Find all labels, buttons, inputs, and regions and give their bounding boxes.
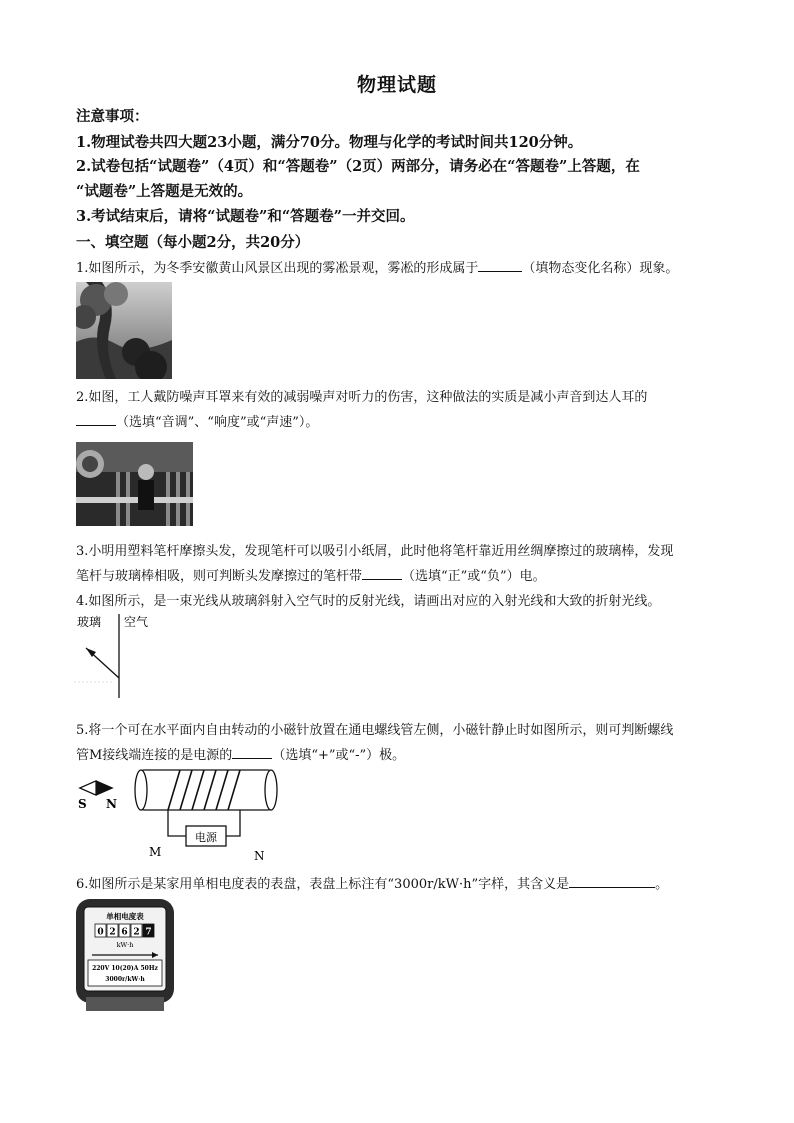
question-3-line2 <box>76 565 546 584</box>
question-2-suffix: （选填“音调”、“响度”或“声速”）。 <box>116 415 319 430</box>
svg-text:6: 6 <box>121 927 128 938</box>
question-5-line2 <box>76 744 405 763</box>
section-heading: 一、填空题（每小题2分，共20分） <box>76 234 310 251</box>
solenoid-figure <box>76 766 286 866</box>
question-5-text: 管M接线端连接的是电源的 <box>76 748 233 763</box>
meter-spec-1: 220V 10(20)A 50Hz <box>92 965 158 972</box>
answer-blank[interactable] <box>362 567 402 580</box>
terminal-m-label: M <box>149 845 162 859</box>
meter-digits <box>95 924 154 938</box>
rime-photo <box>76 282 172 379</box>
question-2-line2 <box>76 411 318 430</box>
notice-item-3: 3.考试结束后，请将“试题卷”和“答题卷”一并交回。 <box>76 208 415 225</box>
answer-blank[interactable] <box>232 746 272 759</box>
question-1-suffix: （填物态变化名称）现象。 <box>522 261 679 276</box>
meter-title: 单相电度表 <box>106 912 144 921</box>
factory-photo <box>76 442 193 526</box>
meter-spec-2: 3000r/kW·h <box>105 976 145 983</box>
question-3-line1: 3.小明用塑料笔杆摩擦头发，发现笔杆可以吸引小纸屑，此时他将笔杆靠近用丝绸摩擦过的玻璃棒，发现 <box>76 544 674 559</box>
needle-n-label: N <box>106 797 117 811</box>
wire-n <box>226 810 240 836</box>
refraction-figure <box>74 612 164 698</box>
answer-blank[interactable] <box>76 413 116 426</box>
air-label: 空气 <box>124 615 149 629</box>
notice-item-1: 1.物理试卷共四大题23小题，满分70分。物理与化学的考试时间共120分钟。 <box>76 134 583 151</box>
question-1 <box>76 257 678 276</box>
svg-text:2: 2 <box>133 927 140 938</box>
page-title: 物理试题 <box>356 74 437 96</box>
question-6-text: 6.如图所示是某家用单相电度表的表盘，表盘上标注有“3000r/kW·h”字样，其含义是 <box>76 877 570 892</box>
question-2-line1: 2.如图，工人戴防噪声耳罩来有效的减弱噪声对听力的伤害，这种做法的实质是减小声音到达人耳的 <box>76 390 648 405</box>
question-6 <box>76 873 668 892</box>
answer-blank[interactable] <box>478 259 522 272</box>
notice-item-2: 2.试卷包括“试题卷”（4页）和“答题卷”（2页）两部分，请务必在“答题卷”上答题，在 <box>76 158 640 175</box>
svg-text:2: 2 <box>109 927 116 938</box>
electricity-meter-figure <box>74 897 176 1013</box>
terminal-n-label: N <box>254 849 265 863</box>
meter-unit: kW·h <box>116 941 134 949</box>
question-1-text: 1.如图所示，为冬季安徽黄山风景区出现的雾凇景观，雾凇的形成属于 <box>76 261 479 276</box>
power-label: 电源 <box>195 831 217 844</box>
question-6-suffix: 。 <box>655 877 669 892</box>
question-3-suffix: （选填“正”或“负”）电。 <box>402 569 546 584</box>
notice-item-2-cont: “试题卷”上答题是无效的。 <box>76 183 253 200</box>
svg-text:7: 7 <box>145 927 152 938</box>
needle-s-label: S <box>78 797 87 811</box>
notice-heading: 注意事项： <box>76 108 149 125</box>
answer-blank[interactable] <box>569 875 655 888</box>
question-4: 4.如图所示，是一束光线从玻璃斜射入空气时的反射光线，请画出对应的入射光线和大致的折射光线。 <box>76 594 661 609</box>
question-5-suffix: （选填“+”或“-”）极。 <box>272 748 406 763</box>
question-5-line1: 5.将一个可在水平面内自由转动的小磁针放置在通电螺线管左侧，小磁针静止时如图所示，则可判断螺线 <box>76 723 674 738</box>
question-3-text: 笔杆与玻璃棒相吸，则可判断头发摩擦过的笔杆带 <box>76 569 363 584</box>
glass-label: 玻璃 <box>77 615 102 629</box>
wire-m <box>168 810 186 836</box>
coil-windings <box>168 770 240 810</box>
svg-text:0: 0 <box>97 927 104 938</box>
